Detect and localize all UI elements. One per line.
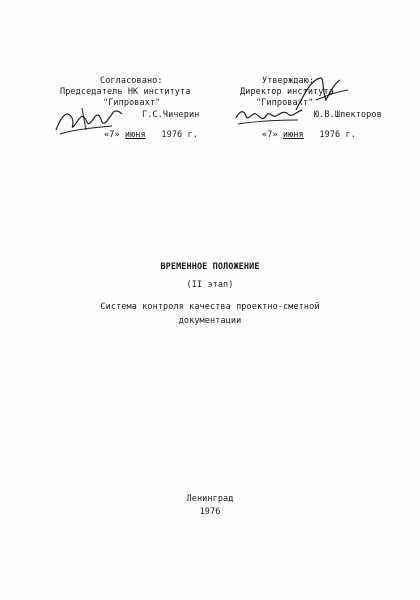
approval-left-heading: Согласовано: bbox=[100, 76, 163, 86]
signature-right-image bbox=[232, 102, 312, 132]
approval-right-line1: Директор института bbox=[240, 87, 334, 97]
approval-left-line1: Председатель НК института bbox=[60, 87, 191, 97]
approval-right-heading: Утверждаю: bbox=[262, 76, 315, 86]
date-quote-close: » bbox=[114, 130, 120, 140]
date-year: 1976 г. bbox=[161, 130, 198, 140]
date-month: июня bbox=[124, 130, 146, 140]
approval-left-signer: Г.С.Чичерин bbox=[142, 110, 200, 120]
document-subtitle-line2: документации bbox=[178, 316, 242, 326]
footer-city: Ленинград bbox=[186, 494, 234, 504]
approval-right-line2: "Гипровахт" bbox=[256, 98, 314, 108]
date-year: 1976 г. bbox=[319, 130, 356, 140]
date-day: 7 bbox=[109, 130, 115, 140]
approval-left-line2: "Гипровахт" bbox=[103, 98, 161, 108]
approval-right-signer: Ю.В.Шпекторов bbox=[314, 110, 382, 120]
document-subtitle-line1: Система контроля качества проектно-сметной bbox=[100, 302, 320, 312]
date-day: 7 bbox=[267, 130, 273, 140]
approval-right-date bbox=[262, 130, 356, 141]
footer-year: 1976 bbox=[199, 507, 221, 517]
date-month: июня bbox=[282, 130, 304, 140]
document-stage: (II этап) bbox=[186, 280, 234, 290]
date-quote-close: » bbox=[272, 130, 278, 140]
date-quote-open: « bbox=[262, 130, 268, 140]
approval-left-date bbox=[104, 130, 198, 141]
document-title: ВРЕМЕННОЕ ПОЛОЖЕНИЕ bbox=[160, 262, 260, 272]
date-quote-open: « bbox=[104, 130, 110, 140]
